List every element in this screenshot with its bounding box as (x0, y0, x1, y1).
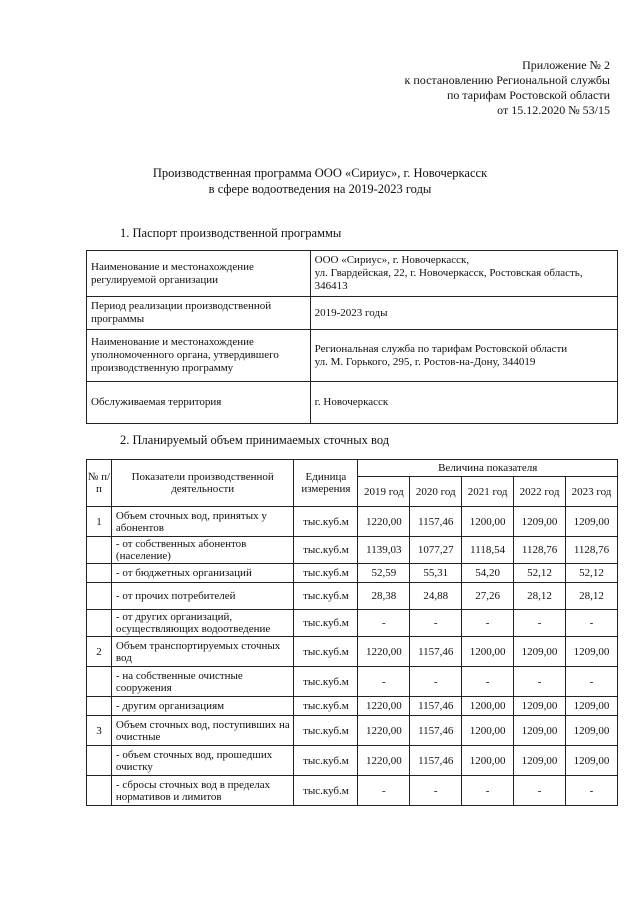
table-row (87, 507, 618, 537)
row-value: - (566, 776, 618, 806)
row-value: 1220,00 (358, 746, 410, 776)
table-row (87, 583, 618, 610)
passport-table (86, 250, 618, 424)
row-value: 52,12 (514, 564, 566, 583)
row-value: 1157,46 (410, 637, 462, 667)
passport-row (87, 297, 618, 330)
row-value: 1209,00 (514, 746, 566, 776)
row-num (87, 564, 112, 583)
header-year: 2019 год (358, 477, 410, 507)
row-value: 52,59 (358, 564, 410, 583)
row-value: - (462, 667, 514, 697)
row-num: 1 (87, 507, 112, 537)
appendix-line-1: Приложение № 2 (522, 58, 610, 72)
table-row (87, 697, 618, 716)
row-unit: тыс.куб.м (294, 697, 358, 716)
row-value: - (358, 776, 410, 806)
passport-value-line: г. Новочеркасск (314, 396, 389, 408)
row-num (87, 537, 112, 564)
appendix-line-3: по тарифам Ростовской области (446, 88, 610, 102)
row-value: 1139,03 (358, 537, 410, 564)
title-line-1: Производственная программа ООО «Сириус», г. Новочеркасск (152, 166, 488, 180)
passport-label: Наименование и местонахождение регулируемой организации (87, 251, 311, 297)
header-unit: Единица измерения (294, 460, 358, 507)
row-value: 1200,00 (462, 746, 514, 776)
passport-label: Наименование и местонахождение уполномоченного органа, утвердившего производственную программу (87, 330, 311, 382)
header-num: № п/п (87, 460, 112, 507)
row-unit: тыс.куб.м (294, 776, 358, 806)
section-1-heading: 1. Паспорт производственной программы (120, 226, 342, 240)
row-value: 28,38 (358, 583, 410, 610)
row-value: 1220,00 (358, 637, 410, 667)
passport-label: Обслуживаемая территория (87, 382, 311, 424)
passport-value-line: Региональная служба по тарифам Ростовской области (314, 342, 568, 355)
row-value: 1118,54 (462, 537, 514, 564)
row-label: - от бюджетных организаций (111, 564, 294, 583)
row-num: 3 (87, 716, 112, 746)
header-year: 2020 год (410, 477, 462, 507)
row-value: 1220,00 (358, 716, 410, 746)
passport-row (87, 382, 618, 424)
passport-row (87, 251, 618, 297)
row-label: - объем сточных вод, прошедших очистку (111, 746, 294, 776)
row-unit: тыс.куб.м (294, 507, 358, 537)
row-num (87, 610, 112, 637)
header-year: 2021 год (462, 477, 514, 507)
row-value: 1200,00 (462, 637, 514, 667)
appendix-line-2: к постановлению Региональной службы (404, 73, 610, 87)
row-unit: тыс.куб.м (294, 537, 358, 564)
row-value: 28,12 (566, 583, 618, 610)
appendix-header (405, 58, 610, 118)
row-value: 24,88 (410, 583, 462, 610)
row-unit: тыс.куб.м (294, 637, 358, 667)
section-2-heading: 2. Планируемый объем принимаемых сточных вод (120, 433, 390, 447)
row-label: - от других организаций, осуществляющих водоотведение (111, 610, 294, 637)
volumes-table (86, 459, 618, 806)
row-value: 1209,00 (566, 507, 618, 537)
row-value: 54,20 (462, 564, 514, 583)
row-value: 1220,00 (358, 697, 410, 716)
row-label: Объем сточных вод, принятых у абонентов (111, 507, 294, 537)
row-value: 1157,46 (410, 716, 462, 746)
title-line-2: в сфере водоотведения на 2019-2023 годы (208, 182, 432, 196)
row-value: 52,12 (566, 564, 618, 583)
row-value: 1209,00 (566, 697, 618, 716)
passport-value-line: ООО «Сириус», г. Новочеркасск, (314, 254, 470, 266)
row-num (87, 583, 112, 610)
row-value: 1128,76 (566, 537, 618, 564)
row-unit: тыс.куб.м (294, 667, 358, 697)
table-row (87, 776, 618, 806)
header-indicator: Показатели производственной деятельности (111, 460, 294, 507)
row-value: 1157,46 (410, 507, 462, 537)
row-unit: тыс.куб.м (294, 610, 358, 637)
passport-label: Период реализации производственной программы (87, 297, 311, 330)
row-value: 1209,00 (514, 507, 566, 537)
volume-rows (87, 507, 618, 806)
row-label: - от собственных абонентов (население) (111, 537, 294, 564)
passport-value (310, 251, 617, 297)
row-num (87, 776, 112, 806)
row-label: - сбросы сточных вод в пределах нормативов и лимитов (111, 776, 294, 806)
row-value: 1209,00 (514, 697, 566, 716)
table-row (87, 564, 618, 583)
table-row (87, 746, 618, 776)
passport-value-line: ул. Гвардейская, 22, г. Новочеркасск, Ростовская область, 346413 (314, 267, 583, 292)
row-value: 1220,00 (358, 507, 410, 537)
row-label: Объем сточных вод, поступивших на очистные (111, 716, 294, 746)
row-value: - (566, 610, 618, 637)
document-title (0, 165, 640, 197)
row-value: 55,31 (410, 564, 462, 583)
row-unit: тыс.куб.м (294, 746, 358, 776)
row-value: - (514, 610, 566, 637)
row-num (87, 697, 112, 716)
row-value: 1200,00 (462, 716, 514, 746)
row-label: Объем транспортируемых сточных вод (111, 637, 294, 667)
row-unit: тыс.куб.м (294, 583, 358, 610)
row-value: - (514, 667, 566, 697)
row-label: - другим организациям (111, 697, 294, 716)
row-value: - (358, 610, 410, 637)
row-value: - (410, 776, 462, 806)
row-value: - (514, 776, 566, 806)
header-year: 2023 год (566, 477, 618, 507)
passport-value (310, 330, 617, 382)
row-value: 1157,46 (410, 697, 462, 716)
passport-row (87, 330, 618, 382)
passport-value-line: ул. М. Горького, 295, г. Ростов-на-Дону, 344019 (314, 355, 536, 368)
row-value: 28,12 (514, 583, 566, 610)
table-row (87, 537, 618, 564)
header-year: 2022 год (514, 477, 566, 507)
row-label: - на собственные очистные сооружения (111, 667, 294, 697)
appendix-line-4: от 15.12.2020 № 53/15 (497, 103, 610, 117)
row-value: 1077,27 (410, 537, 462, 564)
row-num: 2 (87, 637, 112, 667)
row-value: - (410, 610, 462, 637)
row-num (87, 667, 112, 697)
row-value: 27,26 (462, 583, 514, 610)
row-value: 1200,00 (462, 697, 514, 716)
row-value: 1200,00 (462, 507, 514, 537)
row-value: - (462, 776, 514, 806)
row-value: 1209,00 (566, 716, 618, 746)
row-unit: тыс.куб.м (294, 564, 358, 583)
table-row (87, 667, 618, 697)
row-value: - (358, 667, 410, 697)
row-num (87, 746, 112, 776)
row-unit: тыс.куб.м (294, 716, 358, 746)
row-value: 1209,00 (566, 637, 618, 667)
row-value: - (566, 667, 618, 697)
passport-value (310, 297, 617, 330)
row-value: 1128,76 (514, 537, 566, 564)
row-value: 1209,00 (566, 746, 618, 776)
header-value: Величина показателя (358, 460, 618, 477)
row-value: 1209,00 (514, 637, 566, 667)
row-value: - (462, 610, 514, 637)
passport-value-line: 2019-2023 годы (314, 306, 388, 319)
passport-value (310, 382, 617, 424)
row-value: - (410, 667, 462, 697)
table-row (87, 637, 618, 667)
table-row (87, 716, 618, 746)
row-value: 1209,00 (514, 716, 566, 746)
header-row (87, 460, 618, 477)
table-row (87, 610, 618, 637)
row-label: - от прочих потребителей (111, 583, 294, 610)
row-value: 1157,46 (410, 746, 462, 776)
